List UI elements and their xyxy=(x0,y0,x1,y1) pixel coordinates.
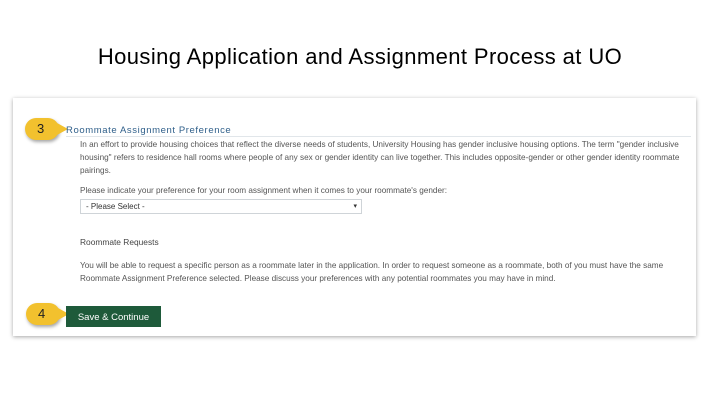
roommate-requests-heading: Roommate Requests xyxy=(80,237,159,247)
section-divider xyxy=(66,136,691,137)
slide-title: Housing Application and Assignment Process at UO xyxy=(97,44,623,69)
intro-paragraph: In an effort to provide housing choices that reflect the diverse needs of students, University Housing has gender inclusive housing options. The term "gender inclusive housing" refers to residence hall rooms where people of any sex or gender identity can live together. This includes opposite-gender or other gender identity roommate pairings. xyxy=(80,140,680,175)
step-4-callout: 4 xyxy=(26,303,60,325)
roommate-preference-select[interactable] xyxy=(80,199,362,214)
save-continue-button[interactable]: Save & Continue xyxy=(66,306,161,327)
select-value: - Please Select - xyxy=(86,202,145,211)
screenshot-panel xyxy=(13,98,696,336)
roommate-requests-paragraph: You will be able to request a specific person as a roommate later in the application. In order to request someone as a roommate, both of you must have the same Roommate Assignment Preference selected. Please discuss your preferences with any potential roommates you may have in mind. xyxy=(80,261,664,283)
step-3-callout: 3 xyxy=(25,118,59,140)
section-title: Roommate Assignment Preference xyxy=(66,125,232,136)
chevron-down-icon: ▾ xyxy=(353,203,357,210)
preference-prompt: Please indicate your preference for your room assignment when it comes to your roommate's gender: xyxy=(80,186,447,195)
